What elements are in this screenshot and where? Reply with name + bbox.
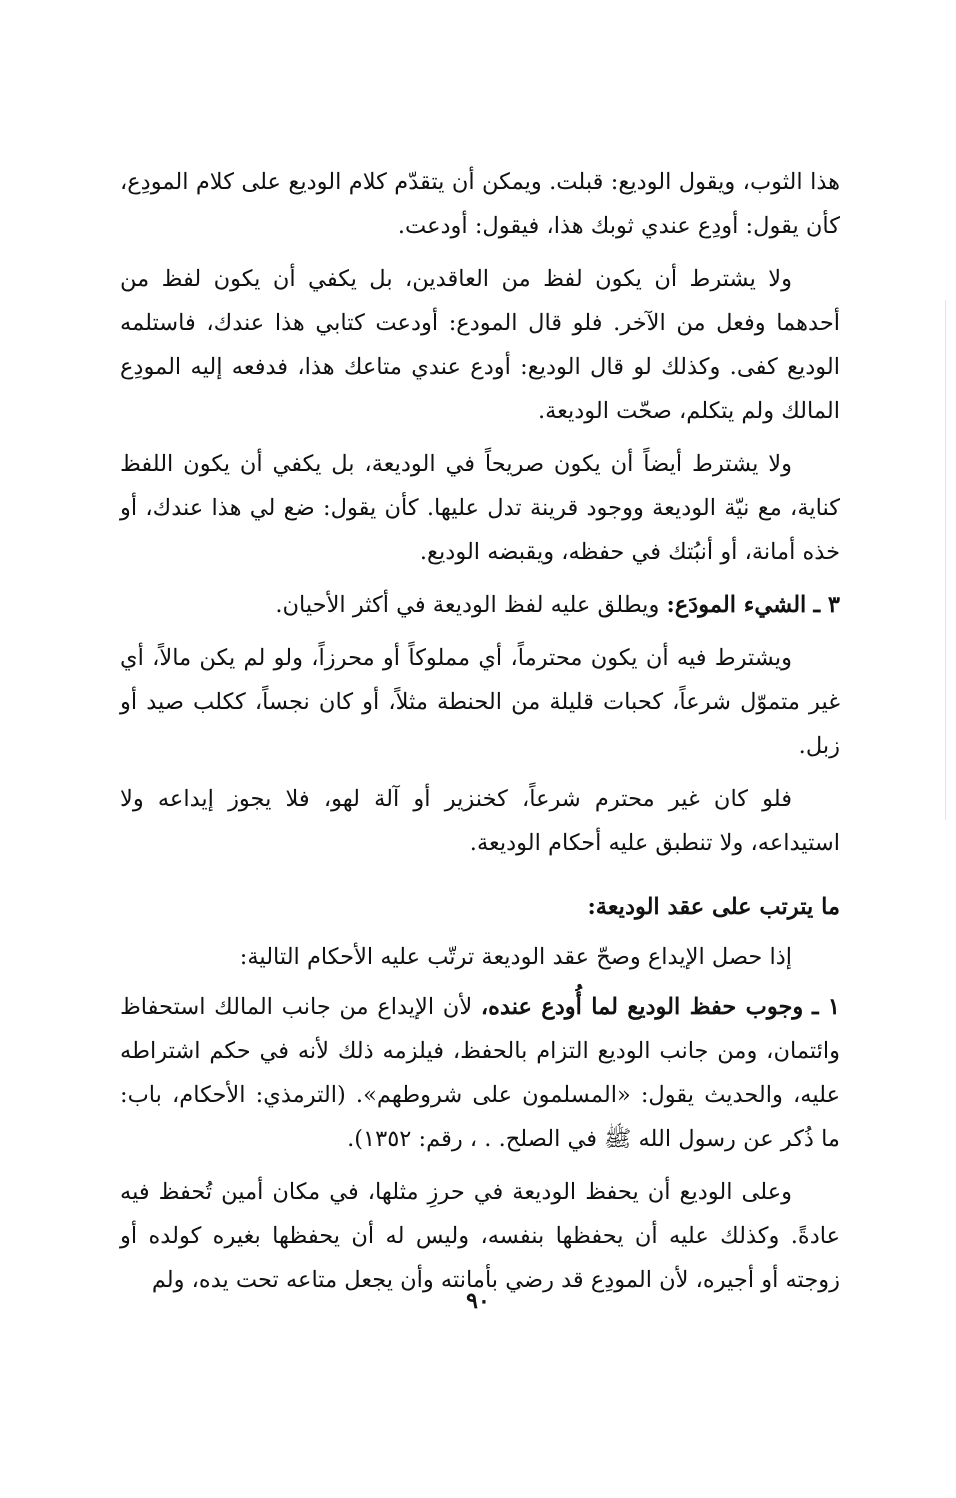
numbered-item-3 — [120, 583, 840, 627]
item-text: لأن الإيداع من جانب المالك استحفاظ وائتمان، ومن جانب الوديع التزام بالحفظ، فيلزمه ذلك لأنه في حكم اشتراطه عليه، والحديث يقول: «المسلمون على شروطهم». (الترمذي: الأحكام، باب: ما ذُكر عن رسول الله ﷺ في الصلح. . ، رقم: ١٣٥٢). — [120, 994, 840, 1152]
paragraph-word-or-action: ولا يشترط أن يكون لفظ من العاقدين، بل يكفي أن يكون لفظ من أحدهما وفعل من الآخر. فلو قال المودع: أودعت كتابي هذا عندك، فاستلمه الوديع كفى. وكذلك لو قال الوديع: أودع عندي متاعك هذا، فدفعه إليه المودِع المالك ولم يتكلم، صحّت الوديعة. — [120, 266, 840, 424]
paragraph-non-respected-item: فلو كان غير محترم شرعاً، كخنزير أو آلة لهو، فلا يجوز إيداعه ولا استيداعه، ولا تنطبق عليه أحكام الوديعة. — [120, 786, 840, 856]
page-number: ٩٠ — [466, 1288, 490, 1314]
numbered-item-1 — [120, 985, 840, 1161]
paragraph-implicit-wording: ولا يشترط أيضاً أن يكون صريحاً في الوديعة، بل يكفي أن يكون اللفظ كناية، مع نيّة الوديعة ووجود قرينة تدل عليها. كأن يقول: ضع لي هذا عندك، أو خذه أمانة، أو أنبُتك في حفظه، ويقبضه الوديع. — [120, 451, 840, 565]
body-text — [120, 160, 840, 1311]
item-heading: وجوب حفظ الوديع لما أُودع عنده، — [480, 994, 804, 1020]
item-text: ويطلق عليه لفظ الوديعة في أكثر الأحيان. — [275, 592, 660, 618]
paragraph-contract-form: هذا الثوب، ويقول الوديع: قبلت. ويمكن أن يتقدّم كلام الوديع على كلام المودِع، كأن يقول: أودِع عندي ثوبك هذا، فيقول: أودعت. — [120, 169, 840, 239]
section-intro: إذا حصل الإيداع وصحّ عقد الوديعة ترتّب عليه الأحكام التالية: — [239, 944, 792, 970]
margin-rule — [945, 300, 946, 820]
item-number: ١ ـ — [811, 994, 840, 1020]
item-heading: الشيء المودَع: — [666, 592, 807, 618]
paragraph-safekeeping: وعلى الوديع أن يحفظ الوديعة في حرزِ مثلها، في مكان أمين تُحفظ فيه عادةً. وكذلك عليه أن يحفظها بنفسه، وليس له أن يحفظها بغيره كولده أو زوجته أو أجيره، لأن المودِع قد رضي بأمانته وأن يجعل متاعه تحت يده، ولم — [120, 1179, 840, 1293]
section-heading: ما يترتب على عقد الوديعة: — [587, 894, 840, 920]
item-number: ٣ ـ — [813, 592, 840, 618]
paragraph-respected-item: ويشترط فيه أن يكون محترماً، أي مملوكاً أو محرزاً، ولو لم يكن مالاً، أي غير متموّل شرعاً، كحبات قليلة من الحنطة مثلاً، أو كان نجساً، ككلب صيد أو زبل. — [120, 645, 840, 759]
